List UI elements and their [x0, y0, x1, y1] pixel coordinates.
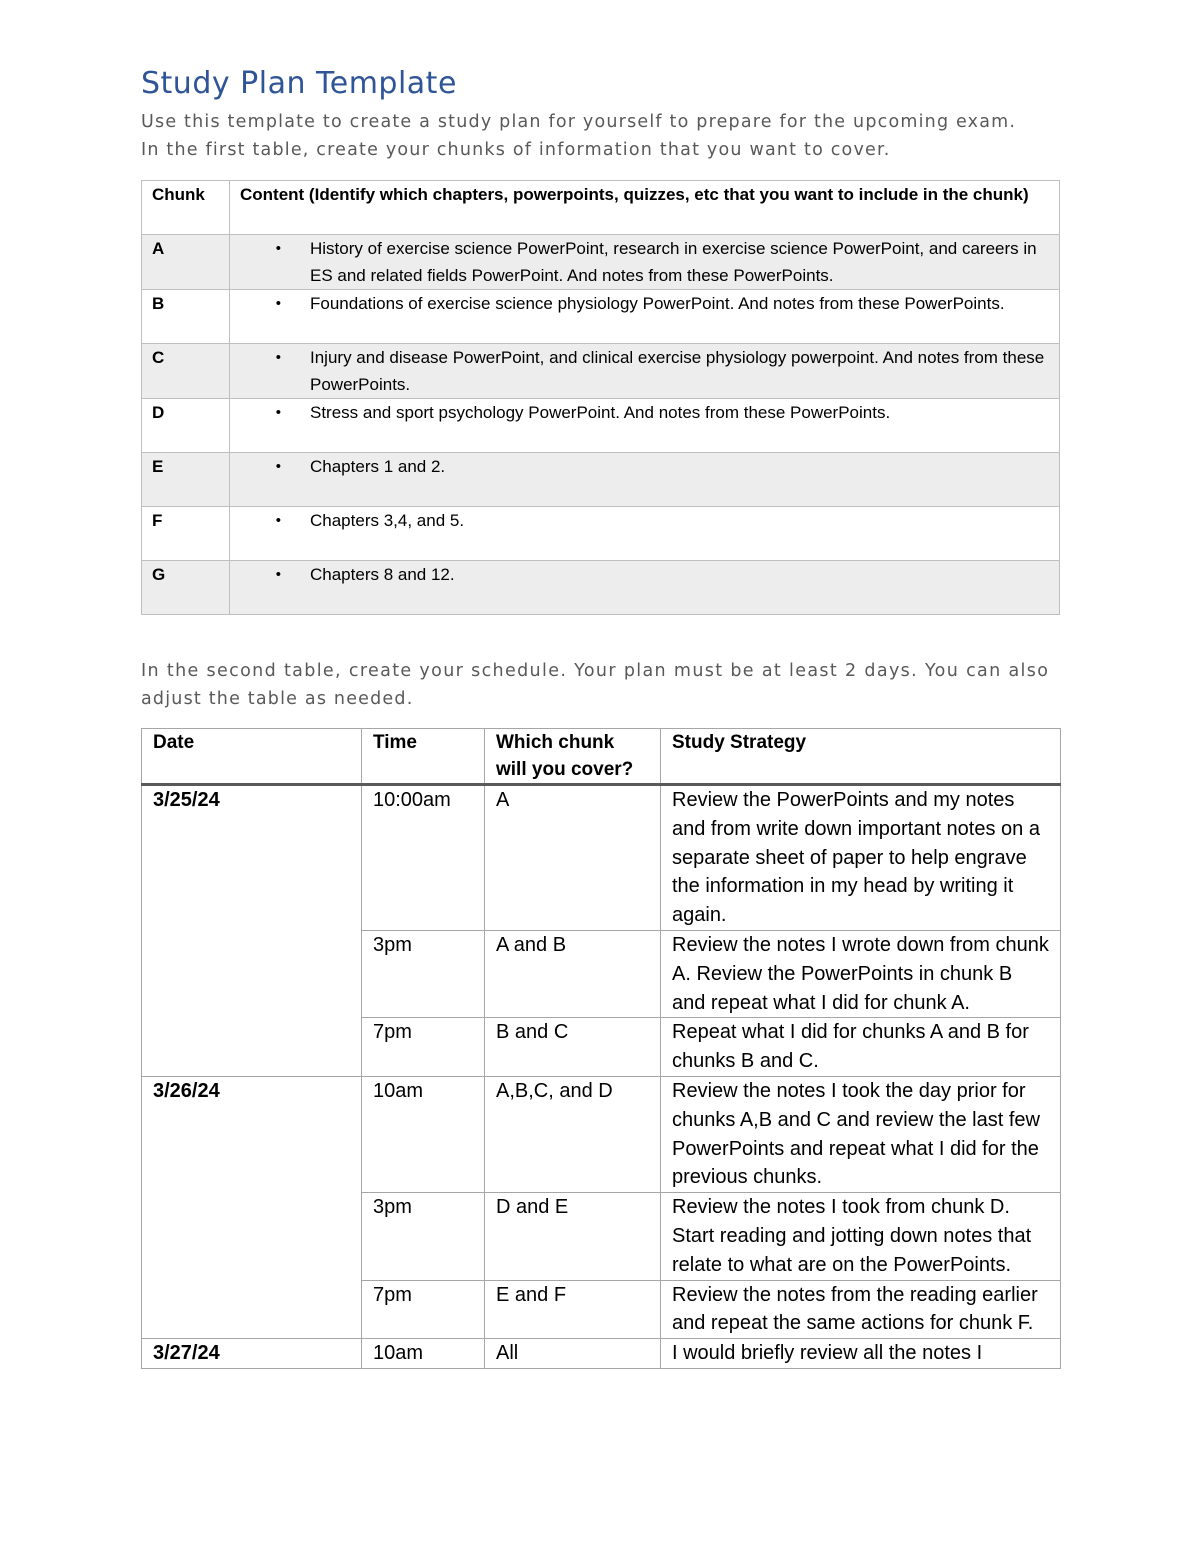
chunk-letter: F	[142, 507, 230, 561]
bullet-icon: •	[275, 566, 281, 583]
schedule-time: 7pm	[362, 1280, 485, 1339]
schedule-strategy: Review the notes from the reading earlier and repeat the same actions for chunk F.	[661, 1280, 1061, 1339]
chunk-content-text: History of exercise science PowerPoint, research in exercise science PowerPoint, and careers in ES and related fields PowerPoint. And notes from these PowerPoints.	[310, 239, 1037, 285]
time-column-header: Time	[362, 729, 485, 785]
schedule-chunk: B and C	[485, 1018, 661, 1077]
schedule-intro-line-1: In the second table, create your schedule. Your plan must be at least 2 days. You can also	[141, 661, 1050, 681]
chunk-content	[230, 399, 1060, 453]
schedule-date: 3/26/24	[142, 1076, 362, 1338]
schedule-time: 10am	[362, 1076, 485, 1192]
schedule-strategy: Review the notes I took from chunk D. Start reading and jotting down notes that relate to what are on the PowerPoints.	[661, 1193, 1061, 1280]
chunk-row	[142, 290, 1060, 344]
page-title: Study Plan Template	[141, 66, 457, 101]
chunk-content-text: Stress and sport psychology PowerPoint. And notes from these PowerPoints.	[310, 403, 891, 422]
schedule-row	[142, 1339, 1061, 1369]
chunk-row	[142, 235, 1060, 290]
schedule-date: 3/27/24	[142, 1339, 362, 1369]
schedule-strategy: I would briefly review all the notes I	[661, 1339, 1061, 1369]
schedule-chunk: All	[485, 1339, 661, 1369]
chunk-letter: E	[142, 453, 230, 507]
chunk-content	[230, 453, 1060, 507]
schedule-row	[142, 1076, 1061, 1192]
schedule-time: 3pm	[362, 1193, 485, 1280]
bullet-icon: •	[275, 349, 281, 366]
date-column-header: Date	[142, 729, 362, 785]
intro-text-line-2: In the first table, create your chunks of information that you want to cover.	[141, 140, 891, 160]
chunk-column-header: Which chunk will you cover?	[485, 729, 661, 785]
chunk-content-text: Chapters 8 and 12.	[310, 565, 455, 584]
schedule-intro-line-2: adjust the table as needed.	[141, 689, 414, 709]
chunk-letter: G	[142, 561, 230, 615]
schedule-chunk: A and B	[485, 930, 661, 1017]
schedule-time: 10:00am	[362, 785, 485, 931]
chunk-column-header: Chunk	[142, 181, 230, 235]
bullet-icon: •	[275, 295, 281, 312]
chunk-letter: D	[142, 399, 230, 453]
chunk-content	[230, 561, 1060, 615]
chunk-content-text: Chapters 3,4, and 5.	[310, 511, 465, 530]
schedule-time: 7pm	[362, 1018, 485, 1077]
schedule-strategy: Repeat what I did for chunks A and B for chunks B and C.	[661, 1018, 1061, 1077]
bullet-icon: •	[275, 458, 281, 475]
bullet-icon: •	[275, 404, 281, 421]
strategy-column-header: Study Strategy	[661, 729, 1061, 785]
schedule-chunk: D and E	[485, 1193, 661, 1280]
chunk-content-text: Injury and disease PowerPoint, and clinical exercise physiology powerpoint. And notes from these PowerPoints.	[310, 348, 1045, 394]
schedule-time: 10am	[362, 1339, 485, 1369]
schedule-chunk: A,B,C, and D	[485, 1076, 661, 1192]
chunk-letter: A	[142, 235, 230, 290]
schedule-table	[141, 728, 1061, 1369]
chunk-content	[230, 235, 1060, 290]
chunk-letter: C	[142, 344, 230, 399]
chunk-content-text: Chapters 1 and 2.	[310, 457, 446, 476]
chunk-letter: B	[142, 290, 230, 344]
chunk-content	[230, 344, 1060, 399]
schedule-strategy: Review the notes I wrote down from chunk A. Review the PowerPoints in chunk B and repeat what I did for chunk A.	[661, 930, 1061, 1017]
schedule-chunk: A	[485, 785, 661, 931]
bullet-icon: •	[275, 240, 281, 257]
schedule-date: 3/25/24	[142, 785, 362, 1077]
chunk-row	[142, 561, 1060, 615]
content-column-header: Content (Identify which chapters, powerpoints, quizzes, etc that you want to include in the chunk)	[230, 181, 1060, 235]
intro-text-line-1: Use this template to create a study plan for yourself to prepare for the upcoming exam.	[141, 112, 1017, 132]
schedule-time: 3pm	[362, 930, 485, 1017]
chunk-content	[230, 290, 1060, 344]
schedule-strategy: Review the PowerPoints and my notes and from write down important notes on a separate sheet of paper to help engrave the information in my head by writing it again.	[661, 785, 1061, 931]
schedule-chunk: E and F	[485, 1280, 661, 1339]
bullet-icon: •	[275, 512, 281, 529]
chunk-table	[141, 180, 1060, 615]
chunk-row	[142, 453, 1060, 507]
chunk-content	[230, 507, 1060, 561]
schedule-header-row	[142, 729, 1061, 785]
chunk-row	[142, 344, 1060, 399]
chunk-content-text: Foundations of exercise science physiology PowerPoint. And notes from these PowerPoints.	[310, 294, 1005, 313]
chunk-row	[142, 507, 1060, 561]
chunk-row	[142, 399, 1060, 453]
schedule-row	[142, 785, 1061, 931]
chunk-table-header-row	[142, 181, 1060, 235]
schedule-strategy: Review the notes I took the day prior for chunks A,B and C and review the last few PowerPoints and repeat what I did for the previous chunks.	[661, 1076, 1061, 1192]
